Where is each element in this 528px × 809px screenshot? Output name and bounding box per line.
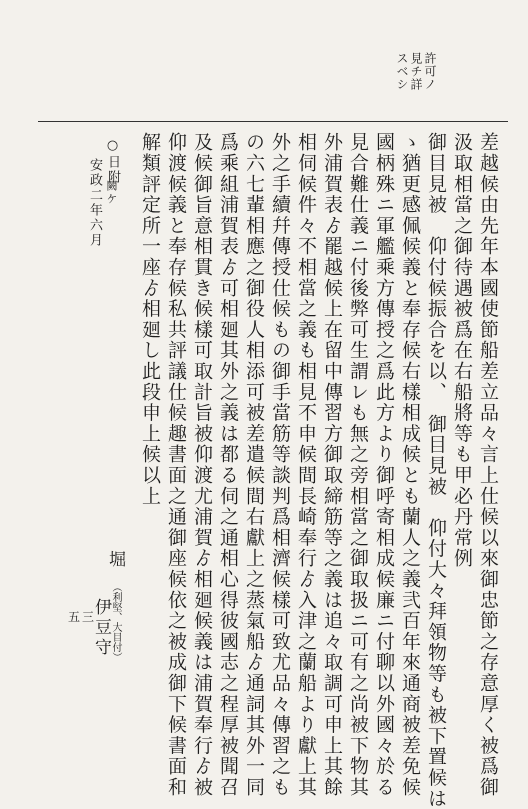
attachment-note: ○日附: [105, 138, 120, 185]
body-line: 相伺候件々不相當之義も相見不申候間長崎奉行ゟ入津之蘭船より獻上其: [295, 132, 317, 798]
body-line: 國柄殊ニ軍艦乘方傳授之爲此方より御呼寄相成候廉ニ付聊以外國々於る: [373, 132, 395, 798]
signature-family: 堀: [105, 550, 125, 570]
body-line: 外浦賀表ゟ罷越候上在留中傳習方御取締筋等之義は追々取調可申上其餘: [321, 132, 343, 798]
body-line: 仰渡候義と奉存候私共評議仕候趣書面之通御座候依之被成御下候書面和: [165, 132, 187, 798]
body-line: 差越候由先年本國使節船差立品々言上仕候以來御忠節之存意厚く被爲御: [477, 132, 499, 798]
body-line: の六七輩相應之御役人相添可被差遣候間右獻上之蒸氣船ゟ通詞其外一同: [243, 132, 265, 798]
body-line: 爲乘組浦賀表ゟ可相廻其外之義は都る伺之通相心得彼國志之程厚被聞召: [217, 132, 239, 798]
margin-note-line: 許可ノ: [423, 52, 437, 91]
signature-name: 伊豆守: [91, 598, 111, 658]
body-line: 解類評定所一座ゟ相廻し此段申上候以上: [139, 132, 161, 507]
attachment-subnote: 闕ケ: [105, 180, 118, 206]
signature-note: （利堅、大目付）: [110, 582, 121, 662]
document-date: 安政二年六月: [87, 158, 102, 248]
body-line: 御目見被 仰付候振合を以、 御目見被 仰付大々拜領物等も被下置候は: [425, 132, 447, 809]
body-line: 外之手續幷傳授仕候もの御手當筋等談判爲相濟候樣可致尤品々傳習之も: [269, 132, 291, 798]
header-rule: [38, 121, 508, 122]
margin-note-line: スベシ: [395, 52, 409, 91]
page-number: 五三: [68, 610, 97, 624]
margin-note-line: 見チ詳: [409, 52, 423, 91]
body-line: 汲取相當之御待遇被爲在右船將等も甲必丹常例: [451, 132, 473, 569]
body-line: 及候御旨意相貫き候樣可取計旨被仰渡尤浦賀ゟ相廻候義は浦賀奉行ゟ被: [191, 132, 213, 798]
body-line: ゝ猶更感佩候義と奉存候右樣相成候とも蘭人之義弐百年來通商被差免候: [399, 132, 421, 798]
body-line: 見合難仕義ニ付後弊可生謂レも無之旁相當之御取扱ニ可有之尚被下物其: [347, 132, 369, 798]
